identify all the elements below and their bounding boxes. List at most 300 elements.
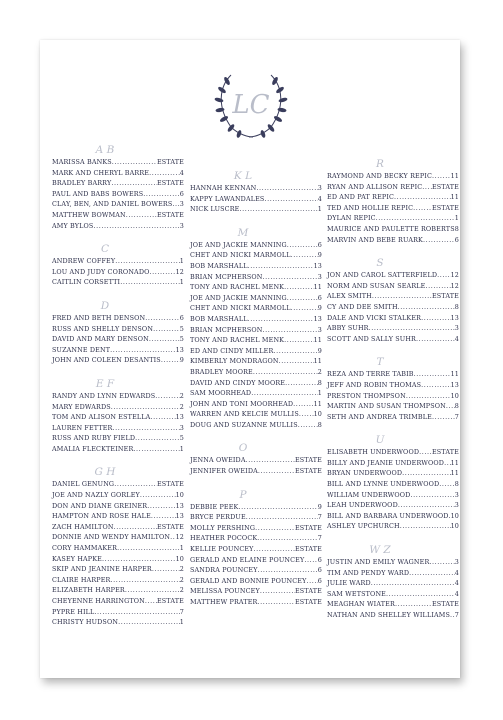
guest-name: HAMPTON AND ROSE HALE: [52, 512, 151, 521]
table-assignment: 2: [317, 367, 322, 376]
table-assignment: 13: [175, 512, 184, 521]
table-assignment: ESTATE: [156, 480, 184, 489]
dot-leader: [432, 171, 451, 182]
guest-row: [327, 182, 459, 193]
seating-chart-card: [40, 40, 460, 678]
dot-leader: [400, 521, 451, 532]
guest-row: [52, 189, 184, 200]
guest-name: ALEX SMITH: [327, 292, 372, 301]
guest-name: MEAGHAN WIATER: [327, 600, 395, 609]
table-assignment: 8: [317, 420, 322, 429]
guest-name: CHET AND NICKI MARMOLL: [190, 304, 291, 313]
dot-leader: [149, 334, 180, 345]
table-assignment: ESTATE: [431, 203, 459, 212]
dot-leader: [155, 391, 179, 402]
section-letter: T: [376, 356, 384, 369]
dot-leader: [419, 447, 432, 458]
table-assignment: 8: [454, 224, 459, 233]
guest-name: MAURICE AND PAULETTE ROBERTS: [327, 224, 455, 233]
guest-name: CHRISTY HUDSON: [52, 618, 119, 627]
table-assignment: 3: [179, 200, 184, 209]
dot-leader: [439, 479, 455, 490]
guest-name: PRESTON THOMPSON: [327, 391, 406, 400]
table-assignment: 1: [179, 544, 184, 553]
guest-row: [327, 323, 459, 334]
guest-name: RUSS AND RUBY FIELD: [52, 434, 136, 443]
dot-leader: [258, 597, 295, 608]
dot-leader: [161, 355, 180, 366]
dot-leader: [416, 334, 455, 345]
dot-leader: [111, 178, 157, 189]
dot-leader: [279, 356, 314, 367]
guest-row: [190, 544, 322, 555]
guest-name: AMALIA FLECKTEINER: [52, 444, 134, 453]
dot-leader: [386, 589, 455, 600]
dot-leader: [304, 555, 317, 566]
dot-leader: [273, 346, 317, 357]
guest-row: [327, 610, 459, 621]
guest-name: ZACH HAMILTON: [52, 522, 114, 531]
table-assignment: 6: [179, 313, 184, 322]
guest-row: [52, 564, 184, 575]
guest-name: BOB MARSHALL: [190, 314, 248, 323]
guest-row: [52, 444, 184, 455]
dot-leader: [114, 479, 157, 490]
guest-name: SANDRA POUNCEY: [190, 566, 258, 575]
letter-group: [52, 465, 184, 627]
guest-name: JEFF AND ROBIN THOMAS: [327, 380, 422, 389]
dot-leader: [398, 302, 455, 313]
table-assignment: 2: [179, 565, 184, 574]
letter-group: [327, 157, 459, 245]
table-assignment: 10: [175, 491, 184, 500]
table-assignment: 7: [317, 534, 322, 543]
table-assignment: ESTATE: [156, 210, 184, 219]
guest-row: [327, 511, 459, 522]
guest-row: [190, 586, 322, 597]
dot-leader: [394, 192, 451, 203]
guest-row: [190, 399, 322, 410]
dot-leader: [257, 533, 318, 544]
dot-leader: [263, 272, 318, 283]
guest-name: DAVID AND MARY DENSON: [52, 335, 149, 344]
guest-name: PAUL AND BABS BOWERS: [52, 189, 144, 198]
guest-name: NATHAN AND SHELLEY WILLIAMS: [327, 611, 451, 619]
table-assignment: 10: [450, 522, 459, 531]
dot-leader: [143, 189, 180, 200]
table-assignment: 13: [175, 413, 184, 422]
guest-name: DONNIE AND WENDY HAMILTON: [52, 533, 171, 542]
dot-leader: [248, 261, 314, 272]
guest-name: DAVID AND CINDY MOORE: [190, 378, 286, 387]
dot-leader: [133, 444, 179, 455]
table-assignment: 3: [179, 423, 184, 432]
guest-row: [52, 210, 184, 221]
table-assignment: 6: [454, 235, 459, 244]
table-assignment: 13: [313, 314, 322, 323]
dot-leader: [238, 502, 317, 513]
dot-leader: [406, 391, 451, 402]
table-assignment: 6: [317, 240, 322, 249]
guest-name: RANDY AND LYNN EDWARDS: [52, 391, 156, 400]
guest-name: CLAY, BEN, AND DANIEL BOWERS: [52, 200, 173, 209]
guest-row: [190, 303, 322, 314]
dot-leader: [421, 313, 450, 324]
guest-name: SETH AND ANDREA TRIMBLE: [327, 412, 432, 421]
dot-leader: [260, 586, 295, 597]
table-assignment: 4: [454, 579, 459, 588]
guest-name: AMY BYLOS: [52, 221, 94, 230]
table-assignment: 11: [450, 469, 459, 478]
table-assignment: ESTATE: [156, 522, 184, 531]
monogram-wreath-icon: [201, 65, 301, 145]
guest-name: HANNAH KENNAN: [190, 184, 257, 192]
guest-name: NORM AND SUSAN SEARLE: [327, 281, 426, 290]
guest-name: ED AND PAT REPIC: [327, 193, 395, 202]
guest-name: CHEYENNE HARRINGTON: [52, 597, 145, 605]
guest-name: WILLIAM UNDERWOOD: [327, 490, 411, 499]
guest-row: [52, 575, 184, 586]
guest-name: GERALD AND BONNIE POUNCEY: [190, 576, 307, 585]
guest-row: [190, 204, 322, 215]
dot-leader: [240, 204, 318, 215]
guest-name: SAM WETSTONE: [327, 589, 387, 598]
dot-leader: [285, 378, 318, 389]
section-letter: A B: [95, 144, 115, 156]
dot-leader: [264, 194, 317, 205]
dot-leader: [413, 203, 432, 214]
dot-leader: [135, 433, 180, 444]
table-assignment: 8: [454, 402, 459, 411]
section-letter: O: [238, 442, 248, 455]
guest-row: [190, 335, 322, 346]
guest-name: BILLY AND JEANIE UNDERWOOD: [327, 458, 445, 467]
guest-row: [327, 291, 459, 302]
dot-leader: [149, 168, 180, 179]
dot-leader: [251, 388, 318, 399]
dot-leader: [172, 199, 179, 210]
dot-leader: [293, 399, 313, 410]
table-assignment: 11: [313, 336, 322, 345]
guest-row: [327, 313, 459, 324]
guest-name: DYLAN REPIC: [327, 214, 376, 223]
dot-leader: [145, 596, 157, 607]
guest-name: BRYCE PERDUE: [190, 513, 246, 522]
guest-row: [190, 502, 322, 513]
dot-leader: [414, 369, 451, 380]
dot-leader: [421, 380, 450, 391]
table-assignment: ESTATE: [294, 467, 322, 476]
dot-leader: [125, 585, 180, 596]
table-assignment: 9: [317, 304, 322, 313]
table-assignment: 3: [454, 490, 459, 499]
dot-leader: [151, 511, 176, 522]
letter-group: [190, 441, 322, 476]
guest-name: ABBY SUHR: [327, 324, 369, 333]
table-assignment: 8: [454, 480, 459, 489]
table-assignment: ESTATE: [294, 523, 322, 532]
guest-row: [52, 596, 184, 607]
guest-row: [327, 235, 459, 246]
dot-leader: [153, 324, 180, 335]
table-assignment: 13: [450, 380, 459, 389]
guest-row: [327, 447, 459, 458]
guest-name: JENNIFER OWEIDA: [190, 467, 258, 476]
letter-group: [52, 377, 184, 455]
letter-group: [327, 433, 459, 532]
guest-name: TONY AND RACHEL MENK: [190, 283, 285, 292]
guest-row: [52, 199, 184, 210]
guest-row: [327, 192, 459, 203]
table-assignment: 10: [450, 391, 459, 400]
table-assignment: 1: [179, 278, 184, 287]
guest-name: MATTHEW BOWMAN: [52, 210, 126, 219]
dot-leader: [147, 501, 175, 512]
dot-leader: [284, 335, 313, 346]
dot-leader: [437, 270, 450, 281]
guest-row: [190, 576, 322, 587]
group-spacer: [190, 430, 322, 441]
table-assignment: 4: [454, 568, 459, 577]
guest-name: KIMBERLY MONDRAGON: [190, 357, 279, 366]
guest-name: CLAIRE HARPER: [52, 575, 111, 584]
dot-leader: [117, 543, 180, 554]
table-assignment: 11: [450, 370, 459, 379]
guest-row: [190, 420, 322, 431]
table-assignment: 1: [179, 257, 184, 266]
guest-name: BRYAN UNDERWOOD: [327, 469, 403, 478]
guest-name: BRADLEY BARRY: [52, 179, 112, 188]
dot-leader: [114, 522, 157, 533]
guest-row: [190, 250, 322, 261]
guest-row: [190, 240, 322, 251]
guest-row: [327, 557, 459, 568]
guest-name: SUZANNE DENT: [52, 345, 111, 354]
table-assignment: ESTATE: [431, 448, 459, 457]
dot-leader: [93, 221, 179, 232]
guest-row: [52, 178, 184, 189]
section-letter: R: [376, 158, 384, 170]
dot-leader: [111, 402, 180, 413]
table-assignment: 5: [179, 335, 184, 344]
guest-name: DON AND DIANE GREINER: [52, 501, 148, 510]
guest-name: ELISABETH UNDERWOOD: [327, 448, 420, 457]
guest-row: [327, 521, 459, 532]
section-letter: K L: [233, 170, 253, 182]
guest-row: [52, 532, 184, 543]
guest-name: BRADLEY MOORE: [190, 367, 253, 376]
section-letter: G H: [94, 466, 116, 479]
guest-name: ANDREW COFFEY: [52, 257, 116, 266]
table-assignment: 1: [179, 444, 184, 453]
guest-name: LOU AND JUDY CORONADO: [52, 267, 150, 276]
guest-row: [190, 466, 322, 477]
dot-leader: [94, 607, 179, 618]
guest-row: [327, 213, 459, 224]
table-assignment: 10: [175, 554, 184, 563]
guest-row: [190, 314, 322, 325]
table-assignment: 9: [179, 356, 184, 365]
table-assignment: 3: [454, 501, 459, 510]
table-assignment: 11: [313, 357, 322, 366]
table-assignment: 3: [317, 325, 322, 334]
guest-row: [52, 617, 184, 628]
dot-leader: [126, 210, 157, 221]
guest-name: JOHN AND TONI MOORHEAD: [190, 399, 294, 408]
group-spacer: [190, 477, 322, 488]
guest-name: SAM MOORHEAD: [190, 389, 252, 398]
dot-leader: [398, 500, 455, 511]
guest-row: [52, 345, 184, 356]
table-assignment: 8: [454, 302, 459, 311]
guest-name: CHET AND NICKI MARMOLL: [190, 251, 291, 260]
guest-name: MARTIN AND SUSAN THOMPSON: [327, 402, 446, 411]
table-assignment: 7: [179, 607, 184, 616]
guest-row: [52, 543, 184, 554]
section-letter: W Z: [369, 544, 391, 557]
dot-leader: [402, 468, 450, 479]
guest-name: CY AND DEE SMITH: [327, 302, 398, 311]
dot-leader: [152, 564, 180, 575]
letter-group: [327, 543, 459, 621]
table-assignment: 7: [454, 412, 459, 421]
dot-leader: [115, 256, 180, 267]
guest-name: BRIAN MCPHERSON: [190, 325, 263, 334]
table-assignment: 9: [317, 502, 322, 511]
table-assignment: 5: [179, 434, 184, 443]
guest-name: DALE AND VICKI STALKER: [327, 313, 422, 322]
dot-leader: [423, 235, 455, 246]
column-3: [327, 157, 459, 621]
dot-leader: [409, 568, 455, 579]
table-assignment: 13: [175, 345, 184, 354]
guest-row: [327, 468, 459, 479]
group-spacer: [52, 231, 184, 242]
column-2: [190, 169, 322, 608]
guest-row: [52, 490, 184, 501]
table-assignment: 4: [179, 168, 184, 177]
guest-name: GERALD AND ELAINE POUNCEY: [190, 555, 305, 564]
table-assignment: ESTATE: [431, 292, 459, 301]
section-letter: D: [100, 299, 110, 312]
guest-name: DANIEL GENUNG: [52, 480, 115, 489]
guest-row: [190, 194, 322, 205]
guest-row: [190, 282, 322, 293]
guest-name: ELIZABETH HARPER: [52, 586, 125, 595]
section-letter: P: [239, 488, 247, 501]
dot-leader: [149, 267, 175, 278]
guest-row: [327, 224, 459, 235]
table-assignment: 10: [313, 410, 322, 419]
table-assignment: 2: [179, 402, 184, 411]
dot-leader: [102, 554, 176, 565]
letter-group: [327, 256, 459, 344]
table-assignment: ESTATE: [156, 179, 184, 188]
guest-name: DEBBIE PEEK: [190, 502, 239, 511]
guest-name: FRED AND BETH DENSON: [52, 313, 146, 322]
guest-name: ASHLEY UPCHURCH: [327, 522, 400, 531]
dot-leader: [111, 575, 180, 586]
letter-group: [190, 169, 322, 215]
section-letter: C: [100, 243, 110, 256]
guest-name: DOUG AND SUZANNE MULLIS: [190, 420, 298, 429]
guest-name: HEATHER POCOCK: [190, 534, 258, 543]
guest-row: [327, 490, 459, 501]
group-spacer: [327, 532, 459, 543]
dot-leader: [110, 345, 175, 356]
table-assignment: 12: [450, 281, 459, 290]
table-assignment: 8: [317, 378, 322, 387]
dot-leader: [376, 213, 455, 224]
guest-name: MOLLY PERSHING: [190, 523, 256, 532]
dot-leader: [246, 455, 295, 466]
guest-name: PYPRE HILL: [52, 607, 95, 616]
table-assignment: 6: [317, 293, 322, 302]
table-assignment: 4: [454, 334, 459, 343]
dot-leader: [287, 293, 318, 304]
table-assignment: 1: [454, 214, 459, 223]
guest-row: [327, 401, 459, 412]
dot-leader: [248, 314, 314, 325]
guest-row: [327, 380, 459, 391]
guest-row: [52, 433, 184, 444]
guest-row: [52, 402, 184, 413]
guest-row: [327, 369, 459, 380]
guest-name: MARVIN AND BEBE RUARK: [327, 235, 423, 244]
table-assignment: 7: [317, 513, 322, 522]
guest-name: JOE AND JACKIE MANNING: [190, 240, 287, 249]
guest-name: TOM AND ALISON ESTELLA: [52, 413, 151, 422]
guest-row: [52, 479, 184, 490]
letter-group: [190, 226, 322, 431]
guest-row: [327, 203, 459, 214]
guest-name: JOHN AND COLEEN DESANTIS: [52, 356, 161, 365]
guest-name: BOB MARSHALL: [190, 261, 248, 270]
table-assignment: 1: [179, 618, 184, 627]
guest-row: [52, 256, 184, 267]
table-assignment: 6: [179, 189, 184, 198]
group-spacer: [327, 245, 459, 256]
guest-name: JOE AND NAZLY GORLEY: [52, 491, 140, 500]
guest-row: [52, 168, 184, 179]
table-assignment: 3: [317, 184, 322, 192]
table-assignment: ESTATE: [431, 600, 459, 609]
letter-group: [52, 242, 184, 288]
dot-leader: [372, 291, 432, 302]
table-assignment: 13: [450, 313, 459, 322]
guest-row: [52, 412, 184, 423]
table-assignment: 11: [450, 172, 459, 180]
guest-row: [190, 388, 322, 399]
guest-name: KASEY HAPKE: [52, 554, 103, 563]
guest-name: REZA AND TERRE TABIB: [327, 370, 414, 379]
group-spacer: [52, 454, 184, 465]
guest-row: [327, 599, 459, 610]
guest-row: [52, 607, 184, 618]
guest-name: NICK LUSCRE: [190, 205, 240, 214]
guest-name: MARISSA BANKS: [52, 158, 112, 166]
table-assignment: 13: [175, 501, 184, 510]
letter-group: [52, 299, 184, 366]
guest-name: WARREN AND KELCIE MULLIS: [190, 410, 299, 419]
svg-text:LC: LC: [232, 90, 270, 120]
guest-name: BILL AND BARBARA UNDERWOOD: [327, 511, 449, 520]
dot-leader: [113, 423, 180, 434]
table-assignment: 6: [317, 555, 322, 564]
dot-leader: [255, 523, 295, 534]
dot-leader: [150, 412, 175, 423]
group-spacer: [327, 422, 459, 433]
